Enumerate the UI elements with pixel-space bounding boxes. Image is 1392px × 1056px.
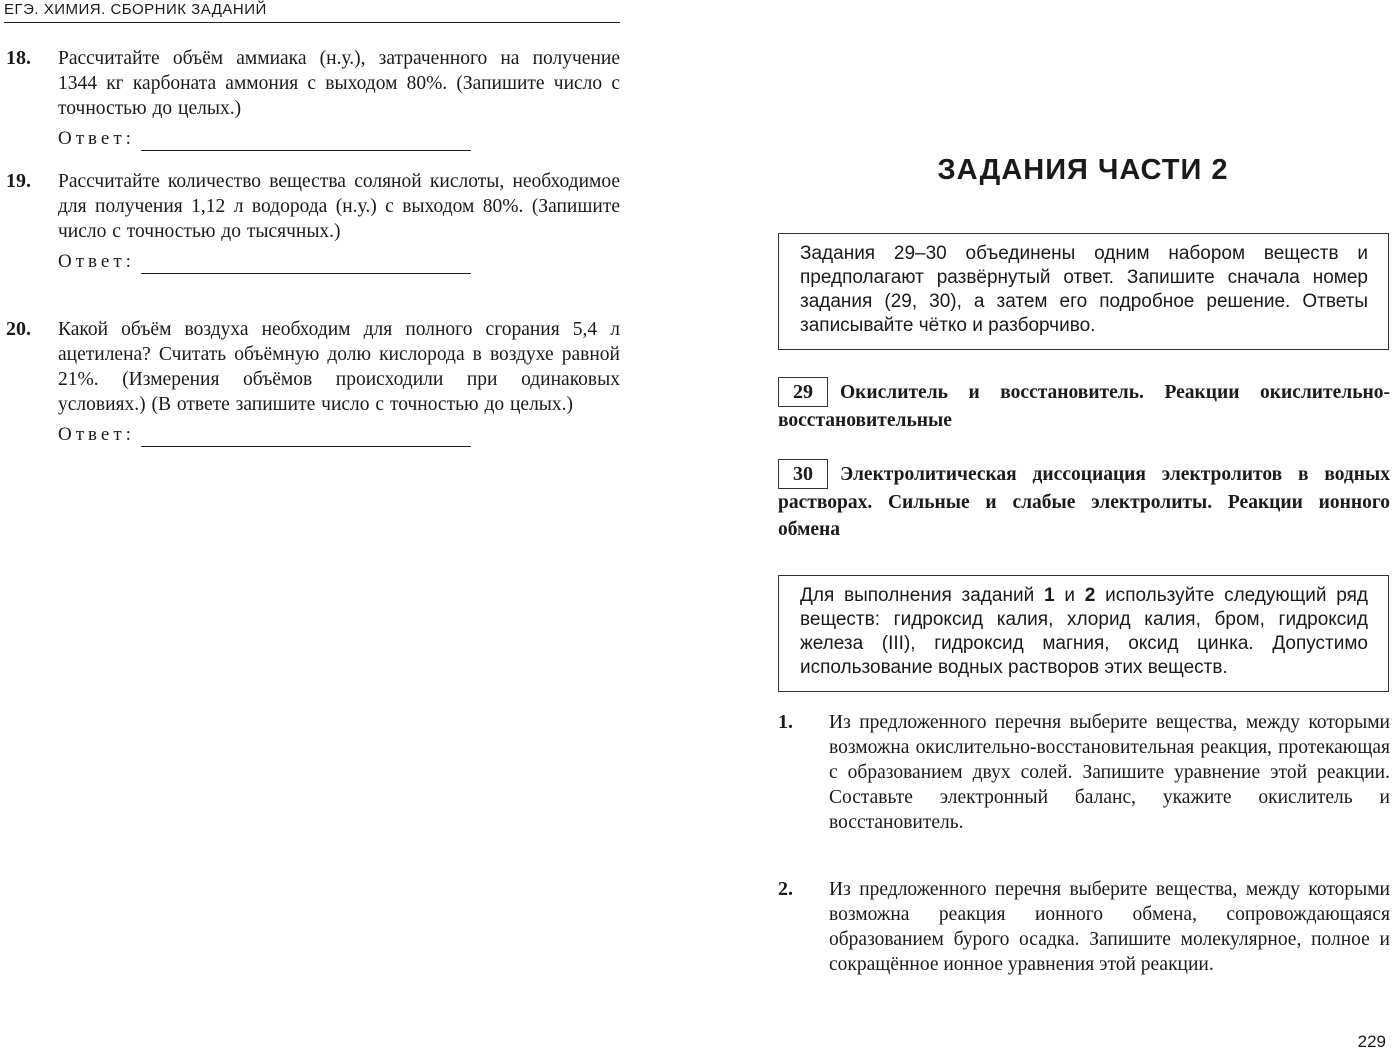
problem-number: 18. xyxy=(6,47,31,69)
question-number: 2. xyxy=(778,878,793,900)
notice-conj: и xyxy=(1064,585,1075,606)
answer-row xyxy=(58,250,620,274)
question-number: 1. xyxy=(778,711,793,733)
question-text: Из предложенного перечня выберите вещества, между которыми возможна реакция ионного обмена, сопровождающаяся образованием бурого осадка. Запишите молекулярное, полное и сокращённое ионное уравнения этой реакции. xyxy=(829,879,1390,975)
task-title: Электролитическая диссоциация электролитов в водных растворах. Сильные и слабые электролиты. Реакции ионного обмена xyxy=(778,464,1390,540)
notice-text: Задания 29–30 объединены одним набором веществ и предполагают развёрнутый ответ. Запишите сначала номер задания (29, 30), а затем его подробное решение. Ответы записывайте чётко и разборчиво. xyxy=(800,243,1368,336)
answer-label: Ответ: xyxy=(58,424,135,445)
question-text: Из предложенного перечня выберите вещества, между которыми возможна окислительно-восстановительная реакция, протекающая с образованием двух солей. Запишите уравнение этой реакции. Составьте электронный баланс, укажите окислитель и восстановитель. xyxy=(829,712,1390,833)
answer-line[interactable] xyxy=(141,132,471,151)
notice-box-tasks-29-30 xyxy=(778,233,1389,350)
answer-row xyxy=(58,127,620,151)
problem-20 xyxy=(6,317,620,447)
task-number-box: 29 xyxy=(778,377,828,407)
notice-text-part2: используйте следующий ряд веществ: гидроксид калия, хлорид калия, бром, гидроксид железа (III), гидроксид магния, оксид цинка. Допустимо использование водных растворов этих веществ. xyxy=(800,585,1369,678)
problem-text: Какой объём воздуха необходим для полного сгорания 5,4 л ацетилена? Считать объёмную долю кислорода в воздухе равной 21%. (Измерения объёмов происходили при одинаковых условиях.) (В ответе запишите число с точностью до целых.) xyxy=(58,319,620,415)
notice-box-substances xyxy=(778,575,1389,692)
part-title: ЗАДАНИЯ ЧАСТИ 2 xyxy=(937,154,1229,186)
running-title: ЕГЭ. ХИМИЯ. СБОРНИК ЗАДАНИЙ xyxy=(4,1,267,18)
problem-19 xyxy=(6,169,620,274)
task-30-heading xyxy=(778,459,1390,543)
problem-18 xyxy=(6,46,620,151)
problem-text: Рассчитайте объём аммиака (н.у.), затраченного на получение 1344 кг карбоната аммония с выходом 80%. (Запишите число с точностью до целых.) xyxy=(58,48,620,119)
answer-line[interactable] xyxy=(141,255,471,274)
notice-task-number: 2 xyxy=(1084,585,1096,606)
notice-task-number: 1 xyxy=(1043,585,1055,606)
problem-number: 19. xyxy=(6,170,31,192)
answer-label: Ответ: xyxy=(58,128,135,149)
problem-number: 20. xyxy=(6,318,31,340)
page-number: 229 xyxy=(1357,1032,1386,1051)
task-title: Окислитель и восстановитель. Реакции окислительно-восстановительные xyxy=(778,382,1390,431)
problem-text: Рассчитайте количество вещества соляной кислоты, необходимое для получения 1,12 л водорода (н.у.) с выходом 80%. (Запишите число с точностью до тысячных.) xyxy=(58,171,620,242)
notice-text-part1: Для выполнения заданий xyxy=(800,585,1035,606)
answer-row xyxy=(58,423,620,447)
question-1 xyxy=(778,710,1390,835)
answer-line[interactable] xyxy=(141,428,471,447)
task-number-box: 30 xyxy=(778,459,828,489)
answer-label: Ответ: xyxy=(58,251,135,272)
task-29-heading xyxy=(778,377,1390,434)
question-2 xyxy=(778,877,1390,977)
running-header xyxy=(4,0,620,23)
